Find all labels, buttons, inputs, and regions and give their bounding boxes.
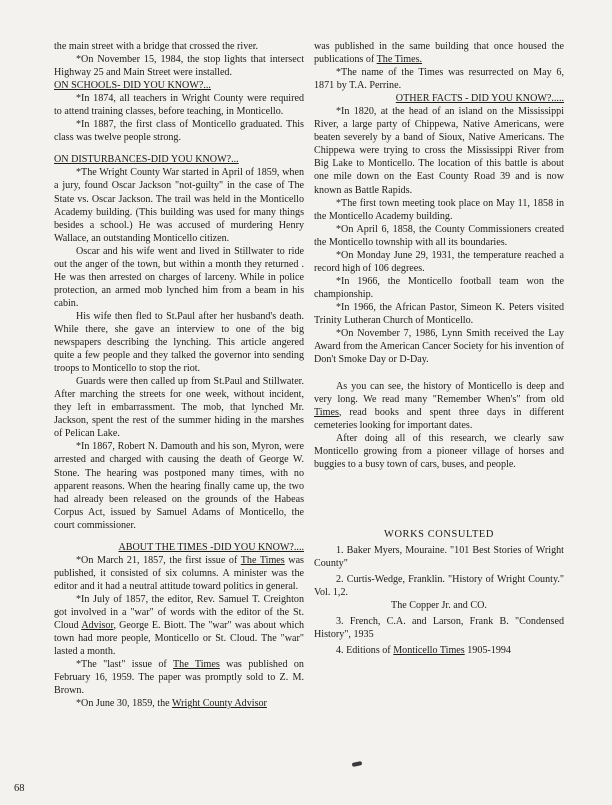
paragraph: His wife then fled to St.Paul after her husband's death. While there, she gave an interview to one of the big newspapers describing the lynching. This article angered quite a few people and they talked the governor into sending troops to Monticello to stop the riot. (54, 310, 304, 375)
paragraph (314, 40, 564, 66)
citation: 2. Curtis-Wedge, Franklin. "History of Wright County." Vol. 1,2. (314, 573, 564, 598)
paragraph: *In 1887, the first class of Monticello graduated. This class was twelve people strong. (54, 119, 304, 144)
section-heading-disturbances: ON DISTURBANCES-DID YOU KNOW?... (54, 154, 239, 166)
works-consulted (314, 528, 564, 657)
right-column (314, 40, 564, 660)
text: was published in the same building that once housed the publications of (314, 41, 564, 66)
works-consulted-title: WORKS CONSULTED (384, 528, 494, 540)
section-heading-times: ABOUT THE TIMES -DID YOU KNOW?.... (118, 541, 304, 553)
text: was published, it consisted of six columns. A minister was the editor and it had a neutral attitude toward politics in general. (54, 554, 304, 592)
newspaper-title: The Times (240, 554, 285, 566)
paragraph (54, 593, 304, 658)
paragraph: *The first town meeting took place on May 11, 1858 in the Monticello Academy building. (314, 197, 564, 222)
citation: 3. French, C.A. and Larson, Frank B. "Condensed History", 1935 (314, 615, 564, 640)
text: *In July of 1857, the editor, Rev. Samuel T. Creighton got involved in a "war" of words with the editor of the St. Cloud (54, 593, 304, 632)
text: *The "last" issue of (76, 659, 173, 671)
newspaper-title: The Times (172, 659, 220, 671)
section-heading-schools: ON SCHOOLS- DID YOU KNOW?... (54, 80, 211, 92)
citation-publisher: The Copper Jr. and CO. (391, 599, 487, 611)
paragraph: *The Wright County War started in April of 1859, when a jury, found Oscar Jackson "not-guilty" in the case of The State vs. Oscar Jackson. The trail was held in the Monticello Academy building. (This building was used for many things besides a school.) He was accused of murdering Henry Wallace, an outstanding Monticello citizen. (54, 167, 304, 244)
paragraph: Oscar and his wife went and lived in Stillwater to ride out the anger of the town, but within a month they returned . He was then arrested on charges of larceny. While in police protection, an armed mob lynched him from a beam in his cabin. (54, 245, 304, 309)
left-column (54, 40, 304, 710)
text: , read books and spent three days in different cemeteries looking for important dates. (314, 407, 564, 432)
text: As you can see, the history of Monticello is deep and very long. We read many "Remember When's" from old (314, 381, 564, 406)
newspaper-title: Advisor (81, 620, 114, 632)
text: , George E. Biott. The "war" was about which town had more people, Monticello or St. Cloud. The "war" lasted a month. (54, 620, 304, 658)
paragraph: *In 1966, the Monticello football team won the championship. (314, 275, 564, 300)
paragraph: *On April 6, 1858, the County Commissioners created the Monticello township with all its boundaries. (314, 223, 564, 248)
newspaper-title: Monticello Times (393, 644, 465, 656)
newspaper-title: Times (314, 407, 339, 419)
paragraph: *On Monday June 29, 1931, the temperature reached a record high of 106 degrees. (314, 249, 564, 274)
page-number: 68 (14, 783, 25, 794)
paragraph: Guards were then called up from St.Paul and Stillwater. After marching the streets for one week, without incident, they left in embarrassment. The mob, that lynched Mr. Jackson, spent the rest of the summer hiding in the marshes of Pelican Lake. (54, 376, 304, 440)
newspaper-title: Wright County Advisor (171, 698, 267, 710)
scan-mark (352, 761, 363, 767)
paragraph: After doing all of this research, we clearly saw Monticello growing from a pioneer village of horses and buggies to a busy town of cars, buses, and people. (314, 433, 564, 471)
paragraph: the main street with a bridge that crossed the river. (54, 41, 259, 52)
paragraph: *In 1867, Robert N. Damouth and his son, Myron, were arrested and charged with causing the death of George W. Stone. The hearing was postponed many times, with no apparent reasons. When the hearing finally came up, the two had already been released on the grounds of the Habeas Corpus Act, issued by Samuel Adams of Monticello, the court commissioner. (54, 441, 304, 531)
newspaper-title: The Times. (376, 54, 423, 66)
text: 4. Editions of (336, 644, 394, 656)
paragraph: *In 1820, at the head of an island on the Mississippi River, a large party of Chippewa, Native Americans, were beaten severely by a band of Sioux, Native Americans. The Chippewa were trying to cross the Mississippi River from Big Lake to Monticello. The location of this battle is about one mile down on the East County Road 39 and is now known as Battle Rapids. (314, 106, 564, 196)
paragraph: *The name of the Times was resurrected on May 6, 1871 by T.A. Perrine. (314, 67, 564, 92)
paragraph (54, 697, 304, 710)
paragraph (314, 380, 564, 432)
paragraph: *In 1874, all teachers in Wright County were required to attend training classes, before teaching, in Monticello. (54, 93, 304, 118)
text: was published on February 16, 1959. The paper was promptly sold to Z. M. Brown. (54, 659, 304, 697)
text: *On June 30, 1859, the (76, 698, 172, 710)
paragraph: *In 1966, the African Pastor, Simeon K. Peters visited Trinity Lutheran Church of Monticello. (314, 301, 564, 326)
text: 1905-1994 (464, 644, 511, 656)
citation: 1. Baker Myers, Mouraine. "101 Best Stories of Wright County" (314, 544, 564, 569)
text: *On March 21, 1857, the first issue of (76, 554, 241, 566)
paragraph (54, 658, 304, 697)
paragraph: *On November 15, 1984, the stop lights that intersect Highway 25 and Main Street were installed. (54, 54, 304, 79)
paragraph: *On November 7, 1986, Lynn Smith received the Lay Award from the American Cancer Society for his invention of Don't Smoke Day or D-Day. (314, 328, 564, 366)
paragraph (54, 554, 304, 593)
section-heading-other-facts: OTHER FACTS - DID YOU KNOW?..... (395, 93, 564, 105)
citation (314, 644, 564, 657)
